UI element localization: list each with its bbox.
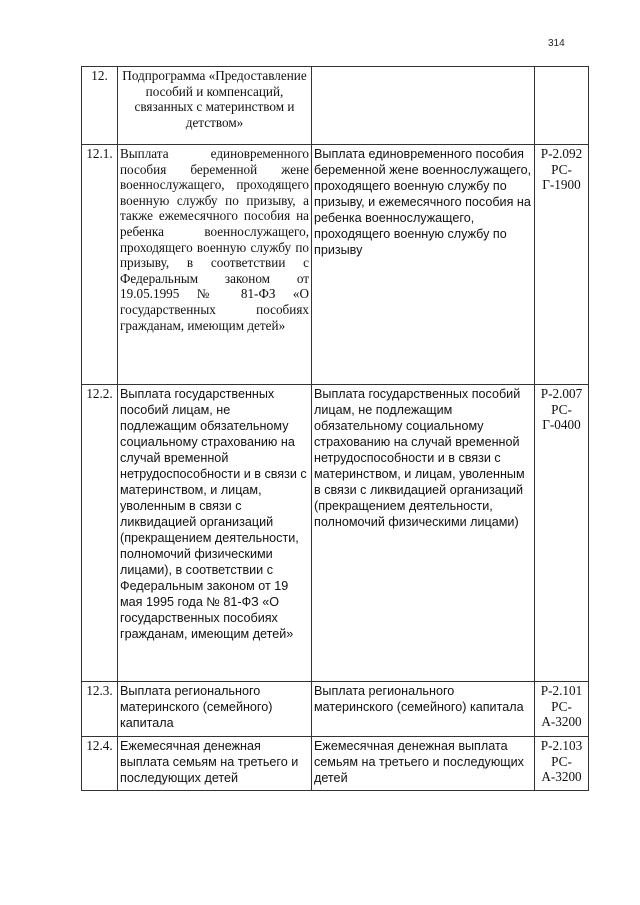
program-table [81, 66, 589, 791]
row-number: 12.3. [82, 682, 118, 737]
row-description [312, 67, 535, 145]
row-number: 12.2. [82, 385, 118, 682]
table-row [82, 737, 589, 791]
row-code: Р-2.101 РС-А-3200 [535, 682, 589, 737]
page-number: 314 [548, 38, 565, 49]
row-description: Выплата единовременного пособия беременной жене военнослужащего, проходящего военную службу по призыву, и ежемесячного пособия на ребенка военнослужащего, проходящего военную службу по призыву [312, 145, 535, 385]
row-code: Р-2.103 РС-А-3200 [535, 737, 589, 791]
row-number: 12. [82, 67, 118, 145]
row-code [535, 67, 589, 145]
row-name: Ежемесячная денежная выплата семьям на третьего и последующих детей [118, 737, 312, 791]
row-code: Р-2.092 РС-Г-1900 [535, 145, 589, 385]
subprogram-title: Подпрограмма «Предоставление пособий и компенсаций, связанных с материнством и детством» [118, 67, 312, 145]
row-name: Выплата регионального материнского (семейного) капитала [118, 682, 312, 737]
row-description: Выплата регионального материнского (семейного) капитала [312, 682, 535, 737]
row-code: Р-2.007 РС-Г-0400 [535, 385, 589, 682]
table-row [82, 67, 589, 145]
row-description: Выплата государственных пособий лицам, не подлежащим обязательному социальному страхованию на случай временной нетрудоспособности и в связи с материнством, и лицам, уволенным в связи с ликвидацией организаций (прекращением деятельности, полномочий физическими лицами) [312, 385, 535, 682]
table-row [82, 145, 589, 385]
row-number: 12.1. [82, 145, 118, 385]
row-description: Ежемесячная денежная выплата семьям на третьего и последующих детей [312, 737, 535, 791]
row-number: 12.4. [82, 737, 118, 791]
row-name: Выплата государственных пособий лицам, не подлежащим обязательному социальному страхованию на случай временной нетрудоспособности и в связи с материнством, и лицам, уволенным в связи с ликвидацией организаций (прекращением деятельности, полномочий физическими лицами), в соответствии с Федеральным законом от 19 мая 1995 года № 81-ФЗ «О государственных пособиях гражданам, имеющим детей» [118, 385, 312, 682]
table-row [82, 385, 589, 682]
table-row [82, 682, 589, 737]
row-name: Выплата единовременного пособия беременной жене военнослужащего, проходящего военную службу по призыву, а также ежемесячного пособия на ребенка военнослужащего, проходящего военную службу по призыву, в соответствии с Федеральным законом от 19.05.1995 № 81-ФЗ «О государственных пособиях гражданам, имеющим детей» [118, 145, 312, 385]
